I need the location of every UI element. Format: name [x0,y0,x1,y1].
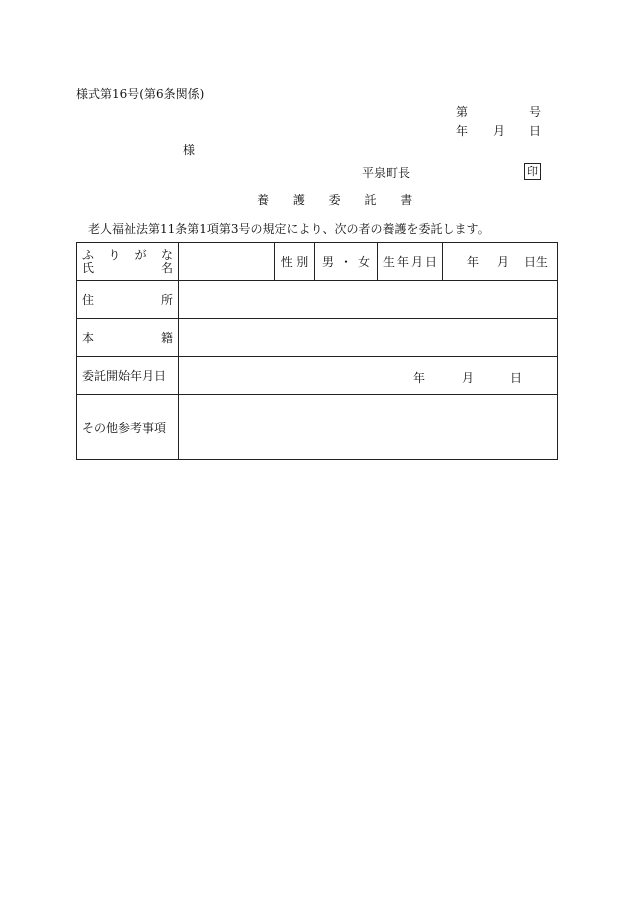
intro-text: 老人福祉法第11条第1項第3号の規定により、次の者の養護を委託します。 [88,222,490,236]
sex-male-option[interactable]: 男 [321,255,334,269]
furigana-char: り [108,247,121,262]
sex-label-cell [275,243,315,281]
form-number: 様式第16号(第6条関係) [76,87,205,101]
sex-label-char: 別 [296,255,309,269]
issuer-name: 平泉町長 [362,166,411,180]
other-notes-label: その他参考事項 [77,395,179,460]
domicile-label-char: 籍 [160,331,173,345]
start-day-label: 日 [510,370,523,385]
address-label-char: 所 [160,293,173,307]
start-date-value-cell[interactable] [179,357,558,395]
domicile-value-cell[interactable] [179,319,558,357]
domicile-row [77,319,558,357]
entrustment-form-table [76,242,558,460]
other-notes-value-cell[interactable] [179,395,558,460]
birth-label-char: 生 [382,255,395,269]
addressee-suffix: 様 [183,143,196,157]
birth-label-char: 月 [410,255,423,269]
birth-value-cell[interactable] [443,243,558,281]
sex-female-option[interactable]: 女 [357,255,370,269]
birth-month-label: 月 [496,255,509,269]
document-title: 養 護 委 託 書 [257,193,423,207]
domicile-label-char: 本 [82,331,95,345]
address-row [77,281,558,319]
name-label-char: 名 [160,260,173,275]
sex-value-cell[interactable] [315,243,378,281]
birth-day-label: 日生 [523,255,548,269]
start-month-label: 月 [462,370,475,385]
start-date-row [77,357,558,395]
birth-label-char: 年 [396,255,409,269]
name-label [82,262,173,275]
birth-year-label: 年 [466,255,479,269]
date-year-label: 年 [456,124,469,138]
furigana-char: ふ [82,247,95,262]
name-value-cell[interactable] [179,243,275,281]
address-label-cell [77,281,179,319]
date-month-label: 月 [493,124,506,138]
name-label-char: 氏 [82,260,95,275]
address-value-cell[interactable] [179,281,558,319]
other-notes-row [77,395,558,460]
start-year-label: 年 [413,370,426,385]
domicile-label-cell [77,319,179,357]
address-label-char: 住 [82,293,95,307]
doc-number-suffix: 号 [529,105,542,119]
sex-separator: ・ [339,255,352,269]
date-day-label: 日 [529,124,542,138]
furigana-label [82,249,173,262]
furigana-char: が [134,247,147,262]
doc-number-prefix: 第 [456,105,469,119]
seal-mark: 印 [524,163,541,180]
name-row [77,243,558,281]
birth-label-cell [378,243,443,281]
furigana-char: な [160,247,173,262]
sex-label-char: 性 [280,255,293,269]
start-date-label: 委託開始年月日 [77,357,179,395]
birth-label-char: 日 [424,255,437,269]
name-label-cell [77,243,179,281]
